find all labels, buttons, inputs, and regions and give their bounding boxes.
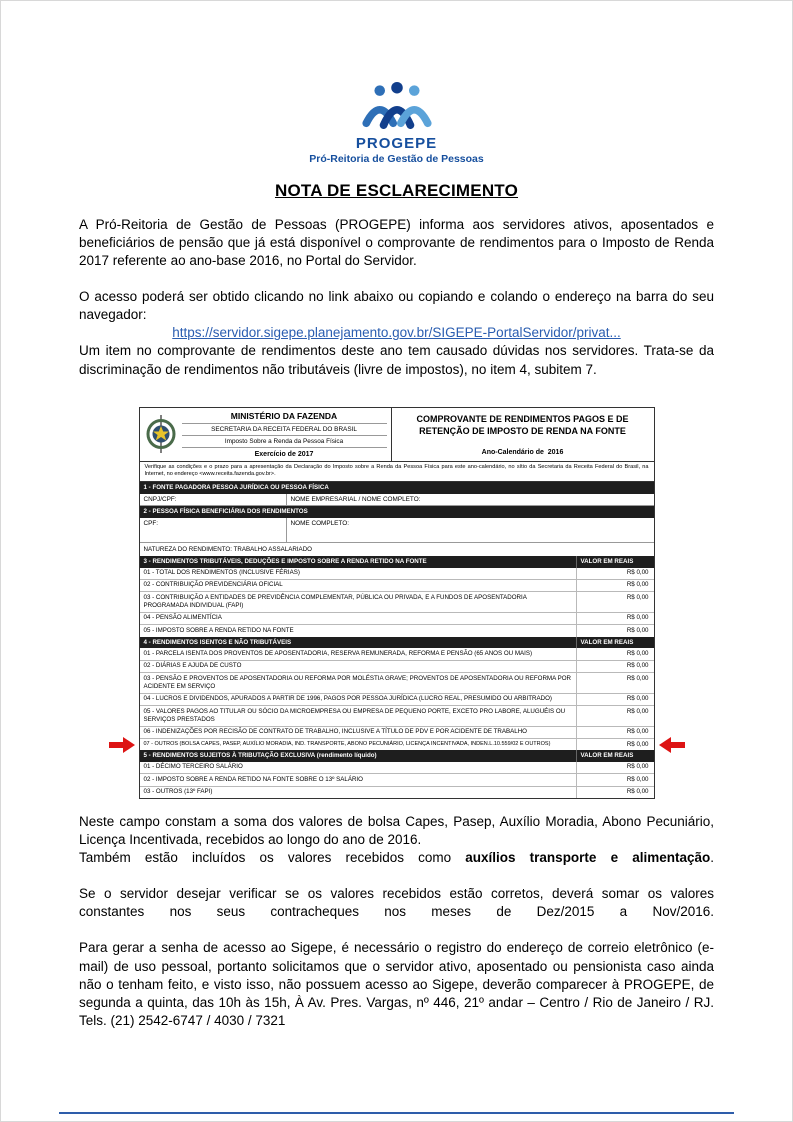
sigepe-portal-link[interactable]: https://servidor.sigepe.planejamento.gov.br/SIGEPE-PortalServidor/privat... [172, 325, 621, 341]
row-value: R$ 0,00 [576, 706, 654, 726]
section5-title: 5 - RENDIMENTOS SUJEITOS À TRIBUTAÇÃO EXCLUSIVA (rendimento líquido) [143, 752, 377, 760]
row-value: R$ 0,00 [576, 727, 654, 738]
row-label: 04 - PENSÃO ALIMENTÍCIA [143, 614, 222, 622]
form-row-s3-02 [140, 579, 654, 591]
row-value: R$ 0,00 [576, 787, 654, 798]
row-label: 02 - CONTRIBUIÇÃO PREVIDENCIÁRIA OFICIAL [143, 581, 283, 589]
row-label: 01 - DÉCIMO TERCEIRO SALÁRIO [143, 763, 243, 771]
form-notice: Verifique as condições e o prazo para a apresentação da Declaração do Imposto sobre a Renda da Pessoa Física para este ano-calendário, no sítio da Secretaria da Receita Federal do Brasil, na Internet, no endereço <www.receita.fazenda.gov.br>. [140, 462, 654, 483]
row-value: R$ 0,00 [576, 568, 654, 579]
exercise-label: Exercício de [254, 450, 296, 458]
form-row-s4-03 [140, 672, 654, 693]
explanation-paragraph-3: Para gerar a senha de acesso ao Sigepe, é necessário o registro do endereço de correio eletrônico (e-mail) de uso pessoal, portanto solicitamos que o servidor ativo, aposentado ou pensionista caso ainda não o tenham feito, e visto isso, não possuem acesso ao Sigepe, deverão comparecer à PROGEPE, de segunda a quinta, das 10h às 15h, À Av. Pres. Vargas, nº 446, 21º andar – Centro / Rio de Janeiro / RJ. Tels. (21) 2542-6747 / 4030 / 7321 [79, 940, 714, 1028]
row-label: 06 - INDENIZAÇÕES POR RECISÃO DE CONTRATO DE TRABALHO, INCLUSIVE A TÍTULO DE PDV E POR ACIDENTE DE TRABALHO [143, 728, 527, 736]
explanation-auxilios-line [79, 849, 714, 867]
calendar-label: Ano-Calendário de [481, 448, 544, 456]
red-arrow-right-icon [659, 737, 685, 753]
red-arrow-left-icon [109, 737, 135, 753]
progepe-logo [79, 81, 714, 165]
logo-subtitle: Pró-Reitoria de Gestão de Pessoas [309, 153, 484, 165]
form-row-s4-05 [140, 705, 654, 726]
row-label: 02 - IMPOSTO SOBRE A RENDA RETIDO NA FONTE SOBRE O 13º SALÁRIO [143, 775, 363, 783]
row-value: R$ 0,00 [576, 625, 654, 636]
section2-header: 2 - PESSOA FÍSICA BENEFICIÁRIA DOS RENDIMENTOS [140, 506, 654, 518]
row-label: 04 - LUCROS E DIVIDENDOS, APURADOS A PARTIR DE 1996, PAGOS POR PESSOA JURÍDICA (LUCRO REAL, PRESUMIDO OU ARBITRADO) [143, 695, 552, 703]
cnpj-cpf-field: CNPJ/CPF: [143, 496, 177, 504]
row-value: R$ 0,00 [576, 739, 654, 750]
section1-fields [140, 494, 654, 506]
section1-header: 1 - FONTE PAGADORA PESSOA JURÍDICA OU PESSOA FÍSICA [140, 482, 654, 494]
form-row-s4-07-outros [140, 738, 654, 750]
section3-header [140, 556, 654, 568]
intro-paragraph-3: Um item no comprovante de rendimentos deste ano tem causado dúvidas nos servidores. Trata-se da discriminação de rendimentos não tributáveis (livre de impostos), no item 4, subitem 7. [79, 343, 714, 377]
row-value: R$ 0,00 [576, 661, 654, 672]
row-value: R$ 0,00 [576, 580, 654, 591]
secretariat-name: SECRETARIA DA RECEITA FEDERAL DO BRASIL [182, 424, 387, 436]
section5-value-header: VALOR EM REAIS [576, 750, 654, 762]
nome-empresarial-field: NOME EMPRESARIAL / NOME COMPLETO: [286, 494, 654, 505]
form-row-s3-03 [140, 591, 654, 612]
ministry-name: MINISTÉRIO DA FAZENDA [182, 411, 387, 424]
row-value: R$ 0,00 [576, 673, 654, 693]
form-row-s3-01 [140, 568, 654, 579]
row-value: R$ 0,00 [576, 592, 654, 612]
exercise-line [182, 448, 387, 458]
cpf-field: CPF: [143, 519, 159, 527]
nome-completo-field: NOME COMPLETO: [286, 518, 654, 542]
section4-header [140, 637, 654, 649]
form-row-s4-01 [140, 648, 654, 659]
section2-fields [140, 518, 654, 543]
natureza-rendimento: NATUREZA DO RENDIMENTO: TRABALHO ASSALARIADO [143, 545, 312, 553]
row-value: R$ 0,00 [576, 762, 654, 773]
row-value: R$ 0,00 [576, 774, 654, 785]
section4-title: 4 - RENDIMENTOS ISENTOS E NÃO TRIBUTÁVEIS [143, 638, 292, 646]
form-issuer-text [182, 411, 387, 458]
section4-value-header: VALOR EM REAIS [576, 637, 654, 649]
form-header [140, 408, 654, 462]
form-row-s4-04 [140, 693, 654, 705]
coat-of-arms-icon [144, 414, 178, 454]
intro-paragraph-2: O acesso poderá ser obtido clicando no link abaixo ou copiando e colando o endereço na barra do seu navegador: [79, 289, 714, 323]
calendar-line [400, 445, 646, 458]
row-label: 05 - VALORES PAGOS AO TITULAR OU SÓCIO DA MICROEMPRESA OU EMPRESA DE PEQUENO PORTE, EXCETO PRO LABORE, ALUGUÉIS OU SERVIÇOS PRESTADOS [143, 707, 566, 724]
form-row-s3-04 [140, 612, 654, 624]
auxilios-text-post: . [710, 850, 714, 866]
form-doc-title: COMPROVANTE DE RENDIMENTOS PAGOS E DE RETENÇÃO DE IMPOSTO DE RENDA NA FONTE [416, 413, 629, 436]
auxilios-text-bold: auxílios transporte e alimentação [465, 850, 711, 866]
form-issuer-block [140, 408, 392, 461]
explanation-paragraph-2: Se o servidor desejar verificar se os valores recebidos estão corretos, deverá somar os valores constantes nos seus contracheques nos meses de Dez/2015 a Nov/2016. [79, 886, 714, 920]
row-label: 01 - PARCELA ISENTA DOS PROVENTOS DE APOSENTADORIA, RESERVA REMUNERADA, REFORMA E PENSÃO (65 ANOS OU MAIS) [143, 649, 533, 657]
auxilios-text-pre: Também estão incluídos os valores recebidos como [79, 850, 466, 866]
form-row-s3-05 [140, 624, 654, 636]
comprovante-form [139, 407, 655, 799]
row-value: R$ 0,00 [576, 694, 654, 705]
row-label: 03 - OUTROS (13º FAPI) [143, 788, 213, 796]
footer-rule [59, 1112, 734, 1115]
row-label: 02 - DIÁRIAS E AJUDA DE CUSTO [143, 662, 242, 670]
form-row-s4-02 [140, 660, 654, 672]
logo-name: PROGEPE [355, 135, 438, 152]
form-row-s4-06 [140, 726, 654, 738]
row-label: 03 - CONTRIBUIÇÃO A ENTIDADES DE PREVIDÊNCIA COMPLEMENTAR, PÚBLICA OU PRIVADA, E A FUNDOS DE APOSENTADORIA PROGRAMADA INDIVIDUAL (FAPI) [143, 593, 527, 610]
calendar-year: 2016 [547, 448, 564, 456]
tax-name: Imposto Sobre a Renda da Pessoa Física [182, 436, 387, 448]
row-label: 01 - TOTAL DOS RENDIMENTOS (INCLUSIVE FÉRIAS) [143, 569, 300, 577]
comprovante-form-image [139, 407, 655, 799]
explanation-paragraph-1: Neste campo constam a soma dos valores de bolsa Capes, Pasep, Auxílio Moradia, Abono Pecuniário, Licença Incentivada, recebidos ao longo do ano de 2016. [79, 814, 714, 848]
form-title-block [392, 408, 654, 461]
page-title: NOTA DE ESCLARECIMENTO [274, 181, 519, 200]
progepe-people-icon [355, 81, 439, 129]
exercise-year: 2017 [297, 450, 314, 458]
form-row-s5-02 [140, 773, 654, 785]
row-label: 05 - IMPOSTO SOBRE A RENDA RETIDO NA FONTE [143, 626, 294, 634]
row-label: 03 - PENSÃO E PROVENTOS DE APOSENTADORIA OU REFORMA POR MOLÉSTIA GRAVE; PROVENTOS DE APOSENTADORIA OU REFORMA POR ACIDENTE EM SERVIÇO [143, 674, 571, 691]
section5-header [140, 750, 654, 762]
section3-value-header: VALOR EM REAIS [576, 556, 654, 568]
section3-title: 3 - RENDIMENTOS TRIBUTÁVEIS, DEDUÇÕES E IMPOSTO SOBRE A RENDA RETIDO NA FONTE [143, 557, 427, 565]
row-value: R$ 0,00 [576, 648, 654, 659]
form-row-s5-01 [140, 762, 654, 773]
row-label: 07 - OUTROS (BOLSA CAPES, PASEP, AUXÍLIO MORADIA, IND. TRANSPORTE, ABONO PECUNIÁRIO, LICENÇA INCENTIVADA, INDEN.L.10.559/02 E OUTROS) [143, 741, 551, 748]
form-row-s5-03 [140, 786, 654, 798]
link-line [79, 324, 714, 342]
row-value: R$ 0,00 [576, 613, 654, 624]
intro-paragraph-1: A Pró-Reitoria de Gestão de Pessoas (PROGEPE) informa aos servidores ativos, aposentados e beneficiários de pensão que já está disponível o comprovante de rendimentos para o Imposto de Renda 2017 referente ao ano-base 2016, no Portal do Servidor. [79, 217, 714, 269]
